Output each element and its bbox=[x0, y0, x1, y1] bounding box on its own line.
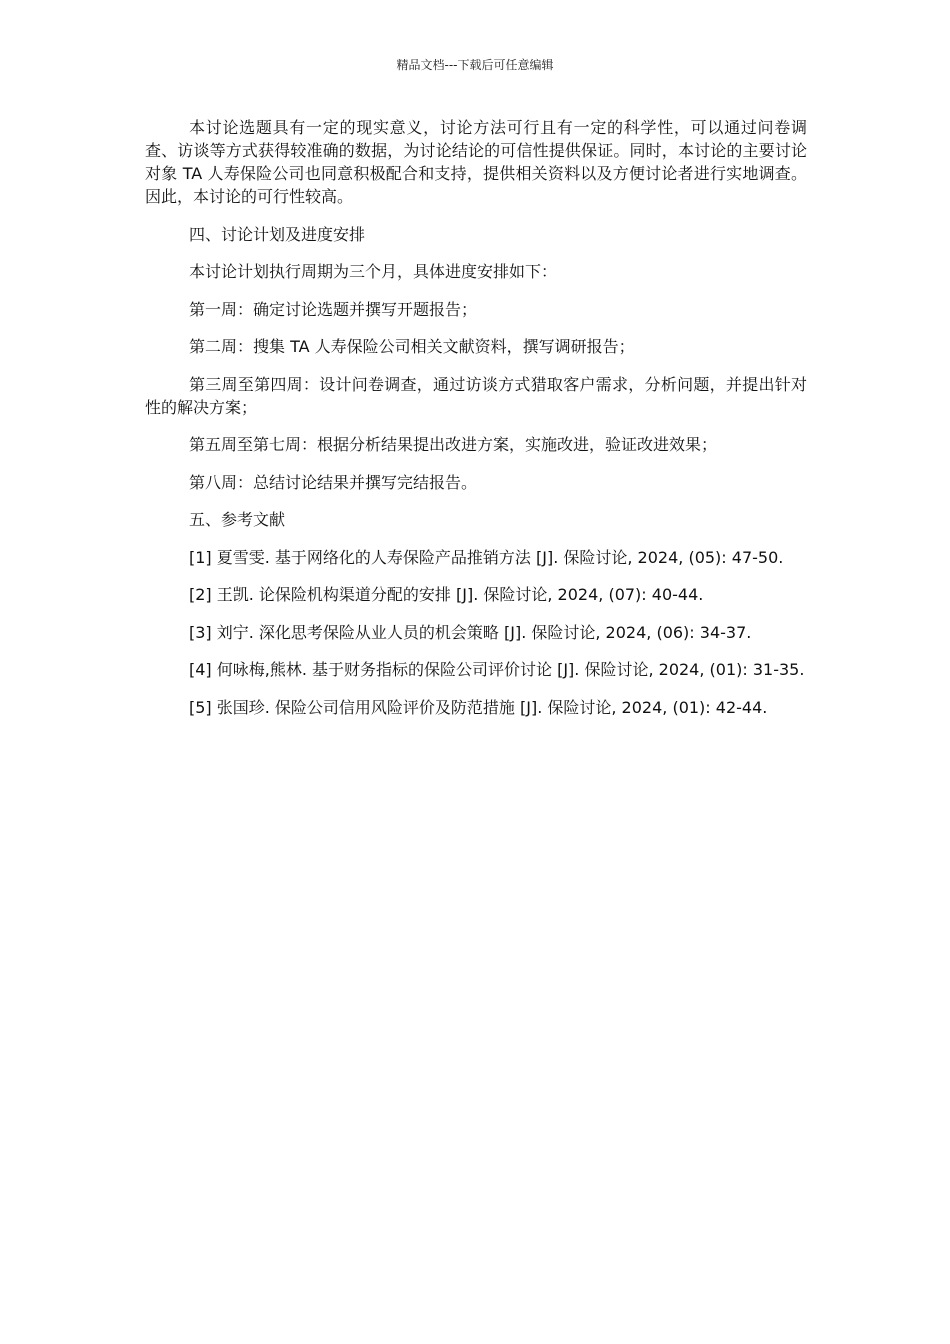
reference-item: [3] 刘宁. 深化思考保险从业人员的机会策略 [J]. 保险讨论, 2024, (06): 34-37. bbox=[189, 622, 752, 642]
schedule-item: 第二周：搜集 TA 人寿保险公司相关文献资料，撰写调研报告； bbox=[189, 337, 635, 356]
reference-item: [4] 何咏梅,熊林. 基于财务指标的保险公司评价讨论 [J]. 保险讨论, 2024, (01): 31-35. bbox=[189, 660, 805, 679]
feasibility-paragraph: 本讨论选题具有一定的现实意义，讨论方法可行且有一定的科学性，可以通过问卷调查、访谈等方式获得较准确的数据，为讨论结论的可信性提供保证。同时，本讨论的主要讨论对象 TA 人寿保险公司也同意积极配合和支持，提供相关资料以及方便讨论者进行实地调查。因此，本讨论的可行性较高。 bbox=[145, 118, 807, 206]
reference-item: [1] 夏雪雯. 基于网络化的人寿保险产品推销方法 [J]. 保险讨论, 2024, (05): 47-50. bbox=[189, 547, 784, 567]
plan-intro-paragraph: 本讨论计划执行周期为三个月，具体进度安排如下： bbox=[189, 262, 558, 281]
section-heading-plan: 四、讨论计划及进度安排 bbox=[189, 224, 366, 244]
schedule-item: 第一周：确定讨论选题并撰写开题报告； bbox=[189, 299, 478, 319]
schedule-item: 第三周至第四周：设计问卷调查，通过访谈方式猎取客户需求，分析问题，并提出针对性的解决方案； bbox=[145, 374, 807, 417]
section-heading-references: 五、参考文献 bbox=[189, 510, 286, 529]
document-body bbox=[145, 116, 807, 733]
reference-item: [5] 张国珍. 保险公司信用风险评价及防范措施 [J]. 保险讨论, 2024, (01): 42-44. bbox=[189, 697, 768, 717]
reference-item: [2] 王凯. 论保险机构渠道分配的安排 [J]. 保险讨论, 2024, (07): 40-44. bbox=[189, 585, 704, 604]
schedule-item: 第五周至第七周：根据分析结果提出改进方案，实施改进，验证改进效果； bbox=[189, 435, 718, 454]
page-header: 精品文档---下载后可任意编辑 bbox=[396, 58, 554, 72]
schedule-item: 第八周：总结讨论结果并撰写完结报告。 bbox=[189, 472, 478, 492]
